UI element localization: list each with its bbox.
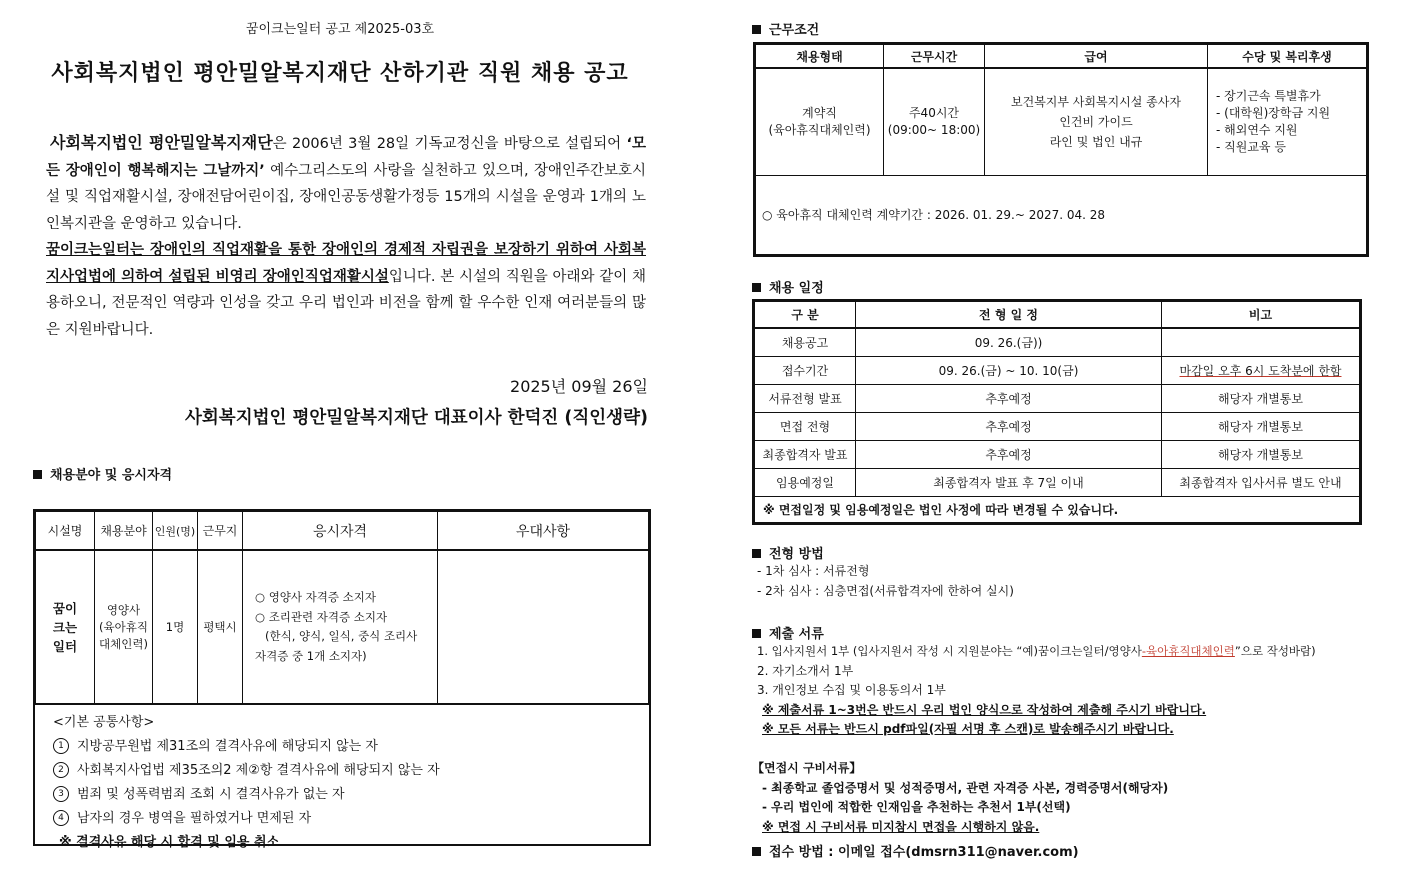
method-list: - 1차 심사 : 서류전형 - 2차 심사 : 심층면접(서류합격자에 한하여 실시) [757,564,1014,598]
intro-p1a: 은 2006년 3월 28일 기독교정신을 바탕으로 설립되어 [272,136,622,152]
intro-text [46,130,646,343]
table-row: 임용예정일 최종합격자 발표 후 7일 이내 최종합격자 입사서류 별도 안내 [755,469,1360,497]
salary: 보건복지부 사회복지시설 종사자 인건비 가이드 라인 및 법인 내규 [985,68,1208,176]
th-position: 채용분야 [95,512,153,551]
section-docs: 제출 서류 [752,623,824,642]
position-name: 영양사 (육아휴직 대체인력) [95,550,153,704]
th-salary: 급여 [985,45,1208,69]
section-apply: 접수 방법 : 이메일 접수(dmsrn311@naver.com) [752,841,1079,860]
table-row: 면접 전형 추후예정 해당자 개별통보 [755,413,1360,441]
th-benefits: 수당 및 복리후생 [1208,45,1367,69]
qual-line: (한식, 양식, 일식, 중식 조리사 [265,629,418,643]
square-bullet-icon [752,25,761,34]
th-qualification: 응시자격 [243,512,438,551]
contract-period: ○ 육아휴직 대체인력 계약기간 : 2026. 01. 29.~ 2027. 04. 28 [756,176,1367,255]
docs-list: 1. 입사지원서 1부 (입사지원서 작성 시 지원분야는 “예)꿈이크는일터/영양사-육아휴직대체인력”으로 작성바람) 2. 자기소개서 1부 3. 개인정보 수집 및 이용동의서 1부 ※ 제출서류 1~3번은 반드시 우리 법인 양식으로 작성하여 제출해 주시기 바랍니다. ※ 모든 서류는 반드시 pdf파일(자필 서명 후 스캔)로 발송해주시기 바랍니다. [757,644,1316,736]
qual-line: ○ 영양사 자격증 소지자 [255,590,376,604]
circled-number-icon: 3 [53,786,69,802]
circled-number-icon: 4 [53,810,69,826]
square-bullet-icon [752,847,761,856]
notice-number: 꿈이크는일터 공고 제2025-03호 [245,22,435,37]
th-location: 근무지 [198,512,243,551]
common-warning: ※ 결격사유 해당 시 합격 및 임용 취소 [59,835,280,850]
common-item: 2 사회복지사업법 제35조의2 제②항 결격사유에 해당되지 않는 자 [53,759,649,783]
schedule-footnote: ※ 면접일정 및 임용예정일은 법인 사정에 따라 변경될 수 있습니다. [755,497,1360,523]
qual-line: 자격증 중 1개 소지자) [255,648,367,663]
intro-org: 사회복지법인 평안밀알복지재단 [50,133,273,152]
th-count: 인원(명) [153,512,198,551]
benefits: - 장기근속 특별휴가 - (대학원)장학금 지원 - 해외연수 지원 - 직원교육 등 [1208,68,1367,176]
intro-p2: 입니다. 본 시설의 직원을 아래와 같이 채용하오니, 전문적인 역량과 인성을 갖고 우리 법인과 비전을 함께 할 우수한 인재 여러분들의 많은 지원바랍니다. [46,268,646,338]
facility-name: 꿈이 크는 일터 [36,550,95,704]
field-table [33,509,651,850]
schedule-table [752,299,1362,525]
position-location: 평택시 [198,550,243,704]
interview-docs: 【면접시 구비서류】 - 최종학교 졸업증명서 및 성적증명서, 관련 자격증 사본, 경력증명서(해당자) - 우리 법인에 적합한 인재임을 추천하는 추천서 1부(선택) ※ 면접 시 구비서류 미지참시 면접을 시행하지 않음. [752,761,1169,834]
th-type: 채용형태 [756,45,884,69]
work-hours: 주40시간 (09:00~ 18:00) [884,68,985,176]
common-item: 1 지방공무원법 제31조의 결격사유에 해당되지 않는 자 [53,735,649,759]
circled-number-icon: 2 [53,762,69,778]
notice-date: 2025년 09월 26일 [510,377,648,396]
square-bullet-icon [752,549,761,558]
intro-bold-underline: 꿈이크는일터는 장애인의 직업재활을 통한 장애인의 경제적 자립권을 보장하기 위하여 사회복지사업법에 의하여 설립된 비영리 장애인직업재활시설 [46,242,646,285]
table-row: 최종합격자 발표 추후예정 해당자 개별통보 [755,441,1360,469]
common-item: 3 범죄 및 성폭력범죄 조회 시 결격사유가 없는 자 [53,783,649,807]
table-row: 서류전형 발표 추후예정 해당자 개별통보 [755,385,1360,413]
th-preference: 우대사항 [438,512,649,551]
employment-type: 계약직 (육아휴직대체인력) [756,68,884,176]
table-row: 접수기간 09. 26.(금) ~ 10. 10(금) 마감일 오후 6시 도착분에 한함 [755,357,1360,385]
square-bullet-icon [33,470,42,479]
section-method: 전형 방법 [752,543,824,562]
table-row: 채용공고 09. 26.(금)) [755,328,1360,357]
page-title: 사회복지법인 평안밀알복지재단 산하기관 직원 채용 공고 [51,61,629,86]
preference-cell [438,550,649,704]
common-item: 4 남자의 경우 병역을 필하였거나 면제된 자 [53,807,649,831]
intro-p1b: 예수그리스도의 사랑을 실천하고 있으며, 장애인주간보호시설 및 직업재활시설, 장애전담어린이집, 장애인공동생활가정등 15개의 시설을 운영과 1개의 노인복지관을 운영하고 있습니다. [46,162,647,232]
signer: 사회복지법인 평안밀알복지재단 대표이사 한덕진 (직인생략) [185,408,648,428]
section-field: 채용분야 및 응시자격 [33,464,172,483]
th-facility: 시설명 [36,512,95,551]
th-note: 비고 [1162,302,1360,329]
th-hours: 근무시간 [884,45,985,69]
square-bullet-icon [752,629,761,638]
square-bullet-icon [752,283,761,292]
intro-quote: ‘모든 장애인이 행복해지는 그날까지’ [46,136,647,179]
common-requirements [35,704,649,850]
section-schedule: 채용 일정 [752,277,824,296]
qual-line: ○ 조리관련 자격증 소지자 [255,609,388,624]
circled-number-icon: 1 [53,738,69,754]
th-category: 구 분 [755,302,856,329]
conditions-table [753,42,1369,257]
common-title: <기본 공통사항> [53,715,155,730]
th-date: 전 형 일 정 [856,302,1162,329]
position-count: 1명 [153,550,198,704]
section-conditions: 근무조건 [752,19,819,38]
qualification-cell [243,550,438,704]
